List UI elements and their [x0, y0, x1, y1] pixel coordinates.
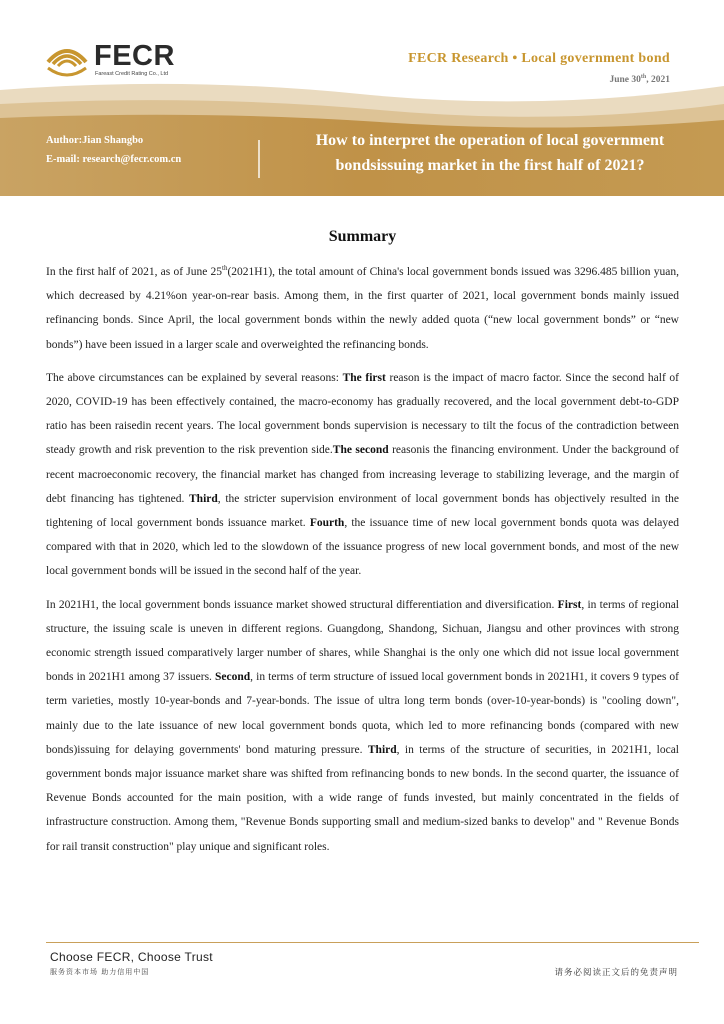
p2-bold-3: Third: [189, 492, 218, 505]
p3-text-1: In 2021H1, the local government bonds issuance market showed structural differentiation and diversification.: [46, 598, 558, 611]
p2-bold-1: The first: [342, 371, 386, 384]
p2-bold-2: The second: [332, 444, 389, 457]
p3-bold-3: Third: [367, 743, 397, 756]
report-title: [280, 128, 700, 178]
p2-text-3: reasonis the financing environment. Under the background of recent macroeconomic recovery, the financial market has changed from increasing leverage to stabilizing leverage, and the margin of debt financing has tightened.: [46, 444, 679, 505]
footer-disclaimer-note: 请务必阅读正文后的免责声明: [554, 968, 678, 978]
p1-text-a: In the first half of 2021, as of June 25: [46, 266, 223, 278]
p2-bold-4: Fourth: [309, 517, 345, 530]
date-sup: th: [640, 74, 647, 80]
p3-text-3: , in terms of term structure of issued local government bonds in 2021H1, it covers 9 types of term varieties, mostly 10-year-bonds and 7-year-bonds. The issue of ultra long term bonds (over-10-year-bonds) is "cooling down", mainly due to the late issuance of new local government bonds quota, which led to more refinancing bonds (compared with new bonds)issuing for delaying governments' bond maturing pressure.: [46, 671, 679, 756]
p3-bold-1: First: [557, 598, 582, 611]
author-line: Author:Jian Shangbo: [46, 135, 144, 146]
fecr-logo: [44, 38, 184, 82]
p1-sup: th: [222, 264, 228, 273]
logo-subtitle: Fareast Credit Rating Co., Ltd: [95, 71, 169, 77]
p2-text-2: reason is the impact of macro factor. Since the second half of 2020, COVID-19 has been effectively contained, the macro-economy has gradually recovered, and the local government debt-to-GDP ratio has been raisedin recent years. The local government bonds supervision is necessary to tilt the focus of the contradiction between steady growth and risk prevention to the risk prevention side.: [46, 371, 680, 457]
p1-text-b: (2021H1), the total amount of China's local government bonds issued was 3296.485 billion yuan, which decreased by 4.21%on year-on-rear basis. Among them, in the first quarter of 2021, local government bonds mainly issued refinancing bonds. Since April, the local government bonds within the newly added quota (“new local government bonds” or “new bonds”) have been issued in a larger scale and overweighted the refinancing bonds.: [46, 266, 679, 351]
report-title-line-2: bondsissuing market in the first half of 2021?: [335, 157, 645, 174]
logo-wordmark: FECR: [94, 40, 175, 72]
report-series: FECR Research • Local government bond: [408, 51, 670, 66]
footer-divider: [46, 942, 699, 943]
footer-slogan: Choose FECR, Choose Trust: [50, 950, 213, 964]
p2-text-1: The above circumstances can be explained by several reasons:: [46, 371, 343, 384]
footer-chinese-motto: 服务资本市场 助力信用中国: [50, 968, 150, 976]
fecr-logo-icon: [44, 38, 90, 78]
summary-heading: Summary: [328, 228, 397, 245]
date-suffix: , 2021: [646, 75, 670, 86]
p2-text-4: , the stricter supervision environment of local government bonds has objectively resulted in the tightening of local government bonds issuance market.: [46, 492, 679, 530]
report-title-line-1: How to interpret the operation of local government: [315, 132, 665, 149]
summary-paragraph-1: [46, 260, 679, 357]
summary-paragraph-3: [46, 593, 679, 859]
p3-bold-2: Second: [215, 671, 251, 684]
banner-divider: [258, 140, 260, 178]
p2-text-5: , the issuance time of new local government bonds quota was delayed compared with that in 2020, which led to the slowdown of the issuance progress of new local government bonds, and most of the new local government bonds will be issued in the second half of the year.: [46, 517, 679, 578]
date-prefix: June 30: [609, 75, 641, 86]
summary-paragraph-2: [46, 366, 679, 584]
main-content: [46, 228, 679, 868]
p3-text-2: , in terms of regional structure, the issuing scale is uneven in different regions. Guangdong, Shandong, Sichuan, Jiangsu and other provinces with strong economic strength issued comparatively larger number of shares, while Shanghai is the only one which did not issue local government bonds in 2021H1 among 37 issuers.: [46, 598, 679, 684]
email-line: E-mail: research@fecr.com.cn: [46, 154, 182, 165]
p3-text-4: , in terms of the structure of securities, in 2021H1, local government bonds major issuance market share was shifted from refinancing bonds to new bonds. In the second quarter, the issuance of Revenue Bonds accounted for the main position, with a wide range of funds invested, but mainly concentrated in the fields of infrastructure construction. Among them, "Revenue Bonds supporting small and medium-sized banks to develop" and " Revenue Bonds for rail transit construction" play unique and significant roles.: [46, 743, 679, 853]
